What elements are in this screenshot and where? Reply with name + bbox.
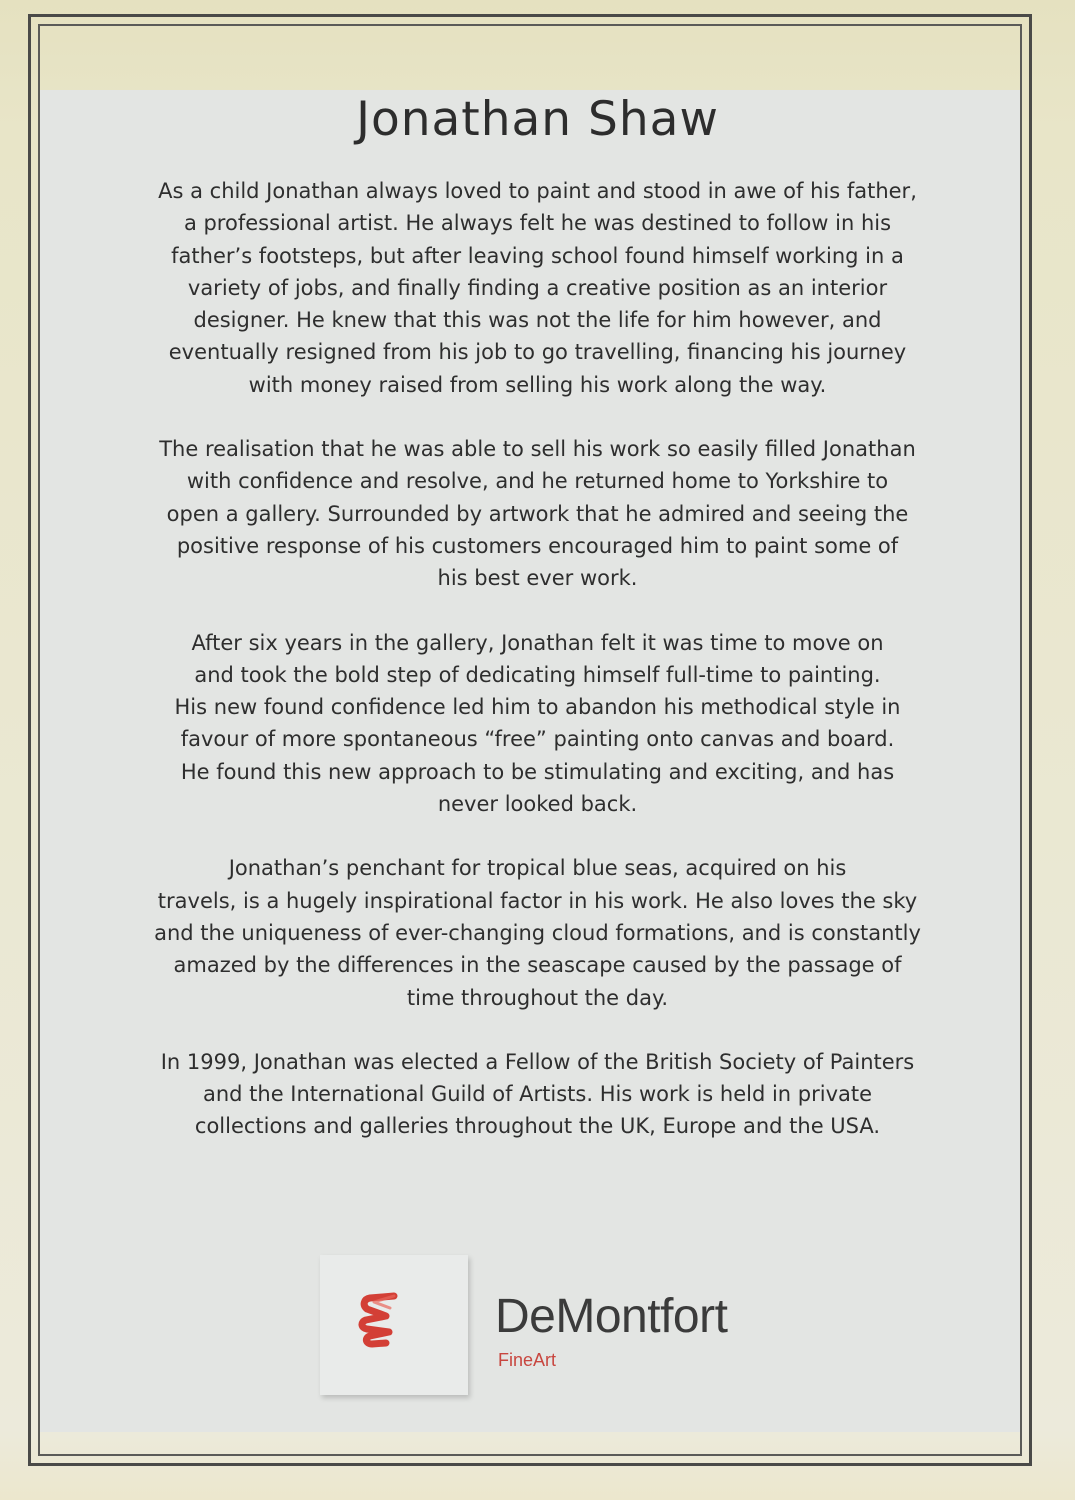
biography-text — [130, 175, 945, 1175]
paragraph-3 — [130, 627, 945, 821]
text-line: with money raised from selling his work along the way. — [248, 372, 827, 397]
brand-subtitle — [498, 1351, 556, 1369]
text-line: As a child Jonathan always loved to paint and stood in awe of his father, — [158, 179, 917, 203]
paragraph-4 — [130, 852, 945, 1013]
text-line: He found this new approach to be stimulating and exciting, and has — [180, 759, 895, 784]
text-line: time throughout the day. — [406, 985, 669, 1010]
text-line: and took the bold step of dedicating himself full-time to painting. — [194, 662, 881, 687]
text-line: never looked back. — [437, 792, 638, 817]
text-line: His new found confidence led him to abandon his methodical style in — [174, 695, 901, 720]
text-line: his best ever work. — [437, 566, 638, 591]
text-line: amazed by the differences in the seascape caused by the passage of — [173, 953, 902, 978]
paragraph-2 — [130, 433, 945, 594]
text-line: favour of more spontaneous “free” painting onto canvas and board. — [180, 727, 895, 752]
text-line: eventually resigned from his job to go travelling, financing his journey — [168, 340, 907, 365]
text-line: father’s footsteps, but after leaving school found himself working in a — [171, 243, 904, 268]
brand-subtitle-prefix: Fine — [498, 1350, 534, 1370]
page-title: Jonathan Shaw — [356, 92, 719, 147]
text-line: Jonathan’s penchant for tropical blue seas, acquired on his — [228, 856, 847, 881]
paragraph-1 — [130, 175, 945, 401]
text-line: collections and galleries throughout the UK, Europe and the USA. — [194, 1114, 881, 1139]
brand-name: DeMontfort — [495, 1290, 728, 1343]
brand-subtitle-suffix: Art — [533, 1350, 557, 1370]
demontfort-s-logo-icon — [356, 1292, 406, 1350]
text-line: The realisation that he was able to sell his work so easily filled Jonathan — [159, 437, 916, 462]
text-line: designer. He knew that this was not the life for him however, and — [193, 308, 882, 333]
text-line: a professional artist. He always felt he was destined to follow in his — [183, 211, 892, 236]
text-line: and the uniqueness of ever-changing cloud formations, and is constantly — [154, 920, 921, 945]
text-line: variety of jobs, and finally finding a creative position as an interior — [187, 275, 888, 300]
text-line: travels, is a hugely inspirational factor in his work. He also loves the sky — [157, 888, 918, 913]
text-line: positive response of his customers encouraged him to paint some of — [176, 533, 899, 558]
text-line: After six years in the gallery, Jonathan felt it was time to move on — [191, 630, 884, 655]
text-line: with confidence and resolve, and he returned home to Yorkshire to — [186, 469, 889, 494]
paragraph-5 — [130, 1046, 945, 1143]
text-line: In 1999, Jonathan was elected a Fellow of the British Society of Painters — [160, 1049, 915, 1074]
text-line: and the International Guild of Artists. His work is held in private — [202, 1082, 873, 1107]
text-line: open a gallery. Surrounded by artwork that he admired and seeing the — [166, 501, 909, 526]
